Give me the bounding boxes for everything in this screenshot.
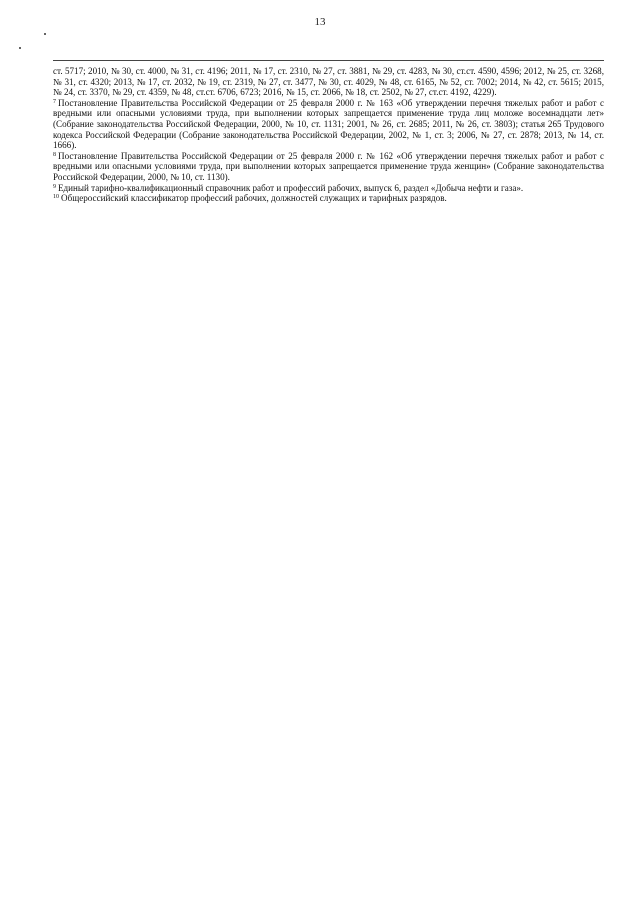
- footnote-separator: [53, 60, 604, 61]
- scan-speck: [44, 33, 46, 35]
- footnotes: [53, 66, 604, 204]
- footnote-mark: 7: [53, 98, 56, 105]
- footnote-mark: 8: [53, 151, 56, 158]
- footnote-text: ст. 5717; 2010, № 30, ст. 4000, № 31, ст. 4196; 2011, № 17, ст. 2310, № 27, ст. 3881, № 29, ст. 4283, № 30, ст.ст. 4590, 4596; 2012, № 25, ст. 3268, № 31, ст. 4320; 2013, № 17, ст. 2032, № 19, ст. 2319, № 27, ст. 3477, № 30, ст. 4029, № 48, ст. 6165, № 52, ст. 7002; 2014, № 42, ст. 5615; 2015, № 24, ст. 3370, № 29, ст. 4359, № 48, ст.ст. 6706, 6723; 2016, № 15, ст. 2066, № 18, ст. 2502, № 27, ст.ст. 4192, 4229).: [53, 66, 604, 98]
- footnote-continuation: [53, 66, 604, 98]
- footnote-text: Постановление Правительства Российской Федерации от 25 февраля 2000 г. № 163 «Об утверждении перечня тяжелых работ и работ с вредными или опасными условиями труда, при выполнении которых запрещается применение труда лиц моложе восемнадцати лет» (Собрание законодательства Российской Федерации, 2000, № 10, ст. 1131; 2001, № 26, ст. 2685; 2011, № 26, ст. 3803); статья 265 Трудового кодекса Российской Федерации (Собрание законодательства Российской Федерации, 2002, № 1, ст. 3; 2006, № 27, ст. 2878; 2013, № 14, ст. 1666).: [53, 97, 604, 151]
- footnote-text: Постановление Правительства Российской Федерации от 25 февраля 2000 г. № 162 «Об утверждении перечня тяжелых работ и работ с вредными или опасными условиями труда, при выполнении которых запрещается применение труда женщин» (Собрание законодательства Российской Федерации, 2000, № 10, ст. 1130).: [53, 150, 604, 182]
- footnote-7: [53, 98, 604, 151]
- footnote-9: [53, 183, 604, 194]
- footnote-mark: 10: [53, 194, 59, 201]
- footnote-8: [53, 151, 604, 183]
- footnote-text: Общероссийский классификатор профессий рабочих, должностей служащих и тарифных разрядов.: [61, 193, 447, 204]
- scan-speck: [19, 47, 21, 49]
- page-number: 13: [314, 16, 326, 28]
- footnote-10: [53, 193, 604, 204]
- footnote-mark: 9: [53, 183, 56, 190]
- footnote-text: Единый тарифно-квалификационный справочник работ и профессий рабочих, выпуск 6, раздел «Добыча нефти и газа».: [58, 182, 524, 193]
